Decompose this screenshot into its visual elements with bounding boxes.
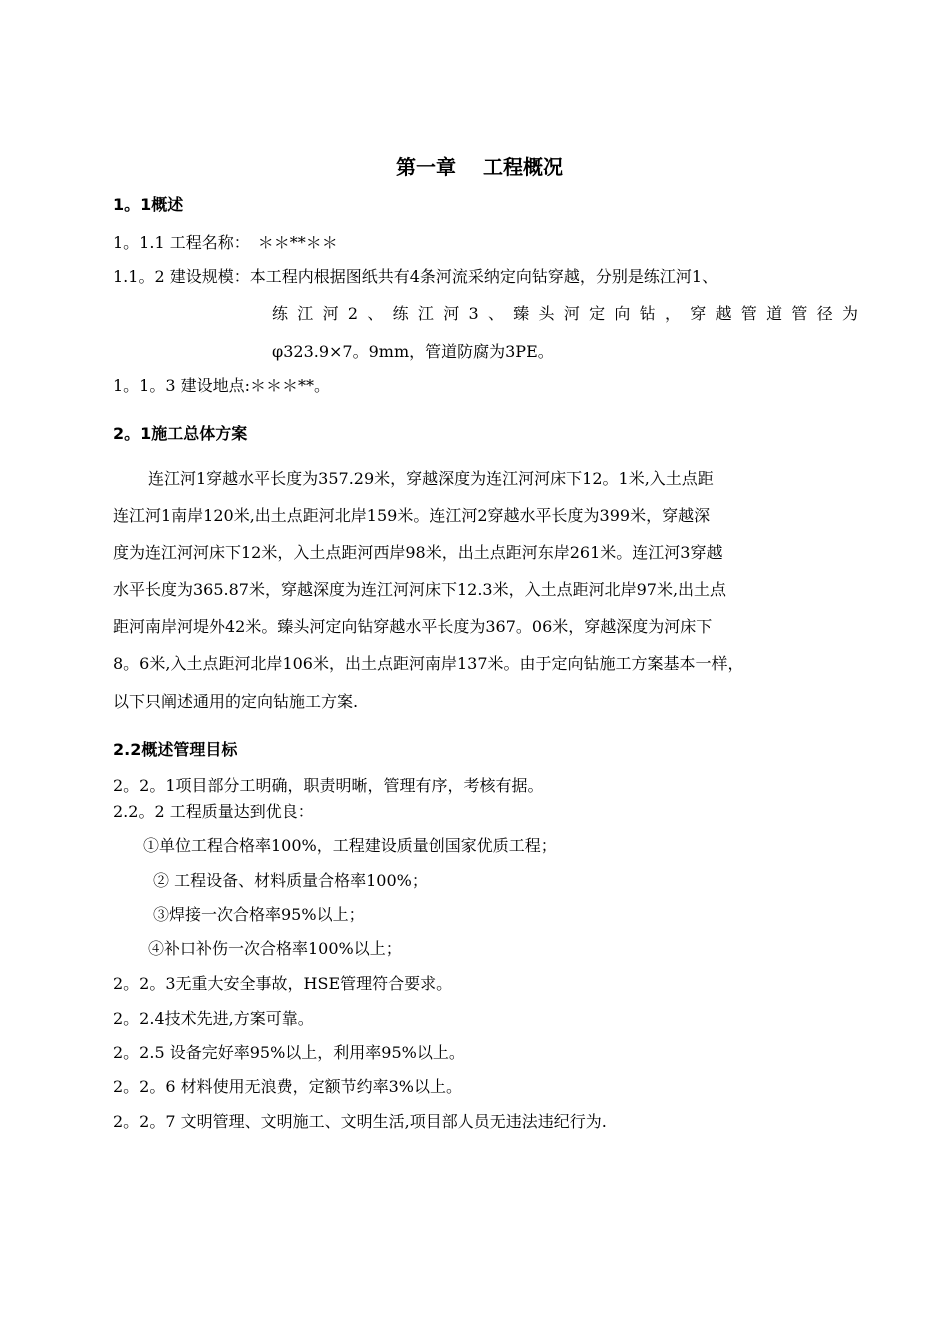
scale-line-3: φ323.9×7。9mm，管道防腐为3PE。	[272, 342, 554, 361]
location-line: 1。1。3 建设地点:＊＊＊**。	[113, 376, 331, 395]
section-heading-construction-plan: 2。1施工总体方案	[113, 424, 248, 443]
goal-item-5: 2。2.5 设备完好率95%以上，利用率95%以上。	[113, 1043, 465, 1062]
goal-sub-item-2: ② 工程设备、材料质量合格率100%；	[153, 871, 428, 890]
scale-line-1: 1.1。2 建设规模：本工程内根据图纸共有4条河流采纳定向钻穿越，分别是练江河1、	[113, 267, 719, 286]
goal-item-2: 2.2。2 工程质量达到优良：	[113, 802, 314, 821]
goal-item-1: 2。2。1项目部分工明确，职责明晰，管理有序，考核有据。	[113, 776, 544, 795]
scale-line-2: 练江河2、练江河3、臻头河定向钻，穿越管道管径为	[272, 304, 858, 323]
goal-item-4: 2。2.4技术先进,方案可靠。	[113, 1009, 314, 1028]
plan-paragraph-line-4: 水平长度为365.87米，穿越深度为连江河河床下12.3米，入土点距河北岸97米,出土点	[113, 580, 727, 599]
plan-paragraph-line-2: 连江河1南岸120米,出土点距河北岸159米。连江河2穿越水平长度为399米，穿越深	[113, 506, 711, 525]
goal-sub-item-3: ③焊接一次合格率95%以上；	[153, 905, 365, 924]
chapter-title: 第一章 工程概况	[396, 155, 563, 179]
section-heading-management-goals: 2.2概述管理目标	[113, 740, 238, 759]
plan-paragraph-line-7: 以下只阐述通用的定向钻施工方案.	[113, 692, 359, 711]
plan-paragraph-line-3: 度为连江河河床下12米，入土点距河西岸98米，出土点距河东岸261米。连江河3穿越	[113, 543, 723, 562]
goal-sub-item-4: ④补口补伤一次合格率100%以上；	[148, 939, 402, 958]
goal-item-3: 2。2。3无重大安全事故，HSE管理符合要求。	[113, 974, 453, 993]
plan-paragraph-line-5: 距河南岸河堤外42米。臻头河定向钻穿越水平长度为367。06米，穿越深度为河床下	[113, 617, 713, 636]
goal-sub-item-1: ①单位工程合格率100%，工程建设质量创国家优质工程；	[143, 836, 557, 855]
plan-paragraph-line-1: 连江河1穿越水平长度为357.29米，穿越深度为连江河河床下12。1米,入土点距	[148, 469, 714, 488]
goal-item-7: 2。2。7 文明管理、文明施工、文明生活,项目部人员无违法违纪行为.	[113, 1112, 607, 1131]
goal-item-6: 2。2。6 材料使用无浪费，定额节约率3%以上。	[113, 1077, 463, 1096]
section-heading-overview: 1。1概述	[113, 195, 184, 214]
plan-paragraph-line-6: 8。6米,入土点距河北岸106米，出土点距河南岸137米。由于定向钻施工方案基本一样，	[113, 654, 744, 673]
project-name-line: 1。1.1 工程名称： ＊＊**＊＊	[113, 233, 338, 252]
